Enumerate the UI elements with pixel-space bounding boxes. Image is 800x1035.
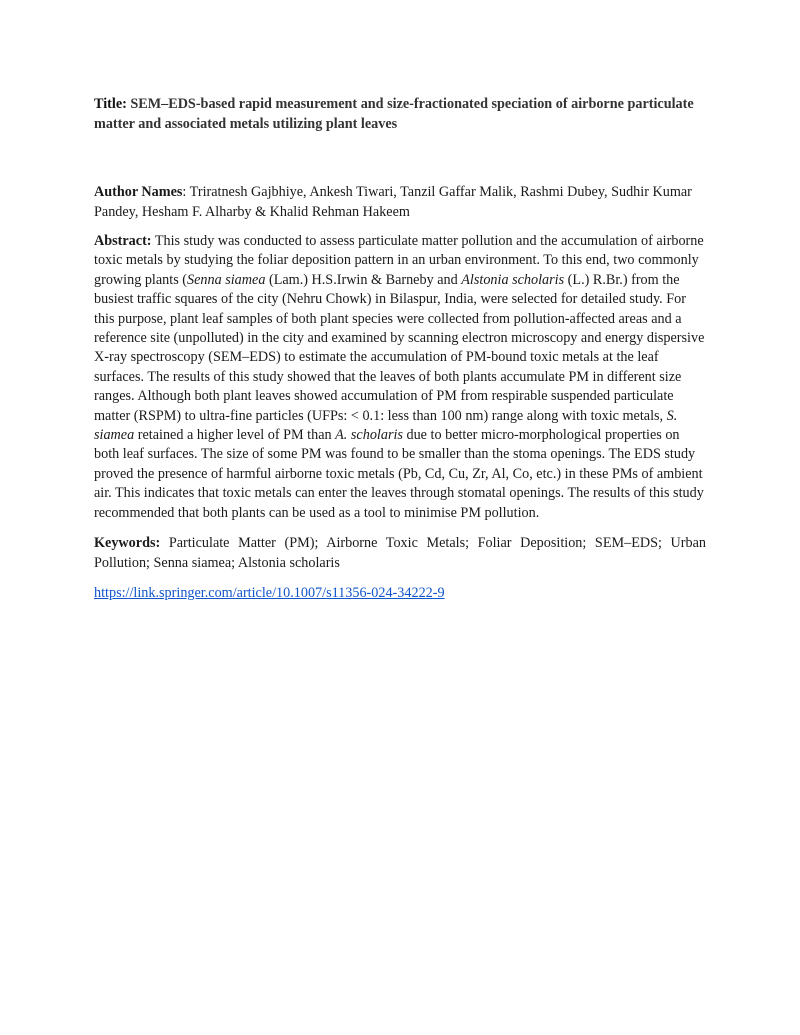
abstract-text-4: retained a higher level of PM than — [134, 427, 336, 444]
document-page — [94, 94, 706, 603]
authors-text: Triratnesh Gajbhiye, Ankesh Tiwari, Tanzil Gaffar Malik, Rashmi Dubey, Sudhir Kumar Pandey, Hesham F. Alharby & Khalid Rehman Hakeem — [94, 184, 692, 220]
abstract-text-1: This study was conducted to assess particulate matter pollution and the accumulation of airborne toxic metals by studying the foliar deposition pattern in an urban environment. To this end, two commonly growing plants ( — [94, 233, 704, 288]
article-link[interactable]: https://link.springer.com/article/10.1007/s11356-024-34222-9 — [94, 585, 445, 602]
species-alstonia-scholaris: Alstonia scholaris — [461, 271, 565, 288]
species-senna-siamea: Senna siamea — [187, 271, 266, 288]
species-s-siamea: S. siamea — [94, 407, 678, 444]
article-link-row — [94, 583, 706, 603]
keywords — [94, 533, 706, 573]
keywords-label: Keywords: — [94, 535, 161, 552]
abstract-text-5: due to better micro-morphological properties on both leaf surfaces. The size of some PM was found to be smaller than the stoma openings. The EDS study proved the presence of harmful airborne toxic metals (Pb, Cd, Cu, Zr, Al, Co, etc.) in these PMs of ambient air. This indicates that toxic metals can enter the leaves through stomatal openings. The results of this study recommended that both plants can be used as a tool to minimise PM pollution. — [94, 427, 704, 521]
species-a-scholaris: A. scholaris — [335, 427, 403, 444]
abstract-text-2: (Lam.) H.S.Irwin & Barneby and — [265, 271, 462, 288]
paper-title — [94, 94, 706, 134]
title-text: SEM–EDS-based rapid measurement and size-fractionated speciation of airborne particulate matter and associated metals utilizing plant leaves — [94, 96, 694, 132]
abstract-label: Abstract: — [94, 233, 152, 249]
authors-label: Author Names — [94, 184, 183, 200]
author-names — [94, 182, 706, 222]
title-label: Title: — [94, 96, 127, 112]
abstract — [94, 232, 706, 523]
authors-separator: : — [182, 184, 187, 200]
keywords-text: Particulate Matter (PM); Airborne Toxic Metals; Foliar Deposition; SEM–EDS; Urban Pollution; Senna siamea; Alstonia scholaris — [94, 535, 706, 572]
abstract-text-3: (L.) R.Br.) from the busiest traffic squares of the city (Nehru Chowk) in Bilaspur, India, were selected for detailed study. For this purpose, plant leaf samples of both plant species were collected from pollution-affected areas and a reference site (unpolluted) in the city and examined by scanning electron microscopy and energy dispersive X-ray spectroscopy (SEM–EDS) to estimate the accumulation of PM-bound toxic metals at the leaf surfaces. The results of this study showed that the leaves of both plants accumulate PM in different size ranges. Although both plant leaves showed accumulation of PM from respirable suspended particulate matter (RSPM) to ultra-fine particles (UFPs: < 0.1: less than 100 nm) range along with toxic metals, — [94, 271, 705, 424]
